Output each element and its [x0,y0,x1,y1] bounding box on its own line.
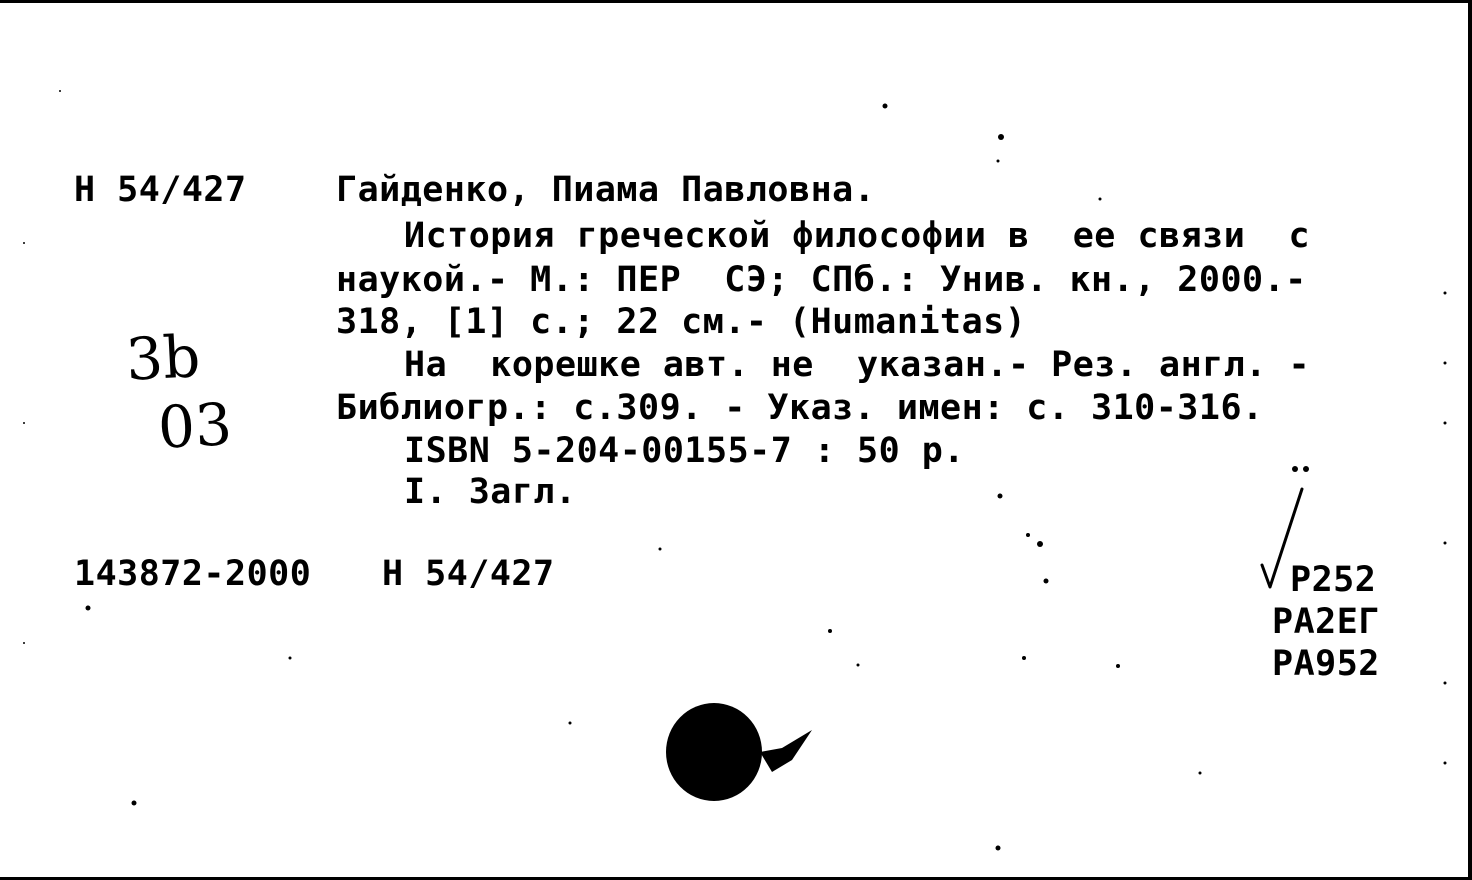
call-number-bottom: Н 54/427 [382,554,555,594]
call-number-top: Н 54/427 [74,170,247,210]
accession-number: 143872-2000 [74,554,312,594]
author-heading: Гайденко, Пиама Павловна. [336,170,876,210]
isbn-line: ISBN 5-204-00155-7 : 50 р. [404,431,965,471]
code-2: РА2ЕГ [1272,602,1380,642]
handwritten-mark-top: 3b [124,322,202,394]
title-entry: I. Загл. [404,472,577,512]
handwritten-mark-bottom: 03 [156,390,234,462]
title-line-1: История греческой философии в ее связи с [404,216,1311,256]
note-line-1: На корешке авт. не указан.- Рез. англ. - [404,345,1311,385]
title-line-3: 318, [1] с.; 22 см.- (Humanitas) [336,302,1027,342]
code-3: РА952 [1272,644,1380,684]
title-line-2: наукой.- М.: ПЕР СЭ; СПб.: Унив. кн., 2000.- [336,260,1307,300]
note-line-2: Библиогр.: с.309. - Указ. имен: с. 310-316. [336,388,1264,428]
punch-hole [664,700,824,810]
code-1: Р252 [1290,560,1377,600]
